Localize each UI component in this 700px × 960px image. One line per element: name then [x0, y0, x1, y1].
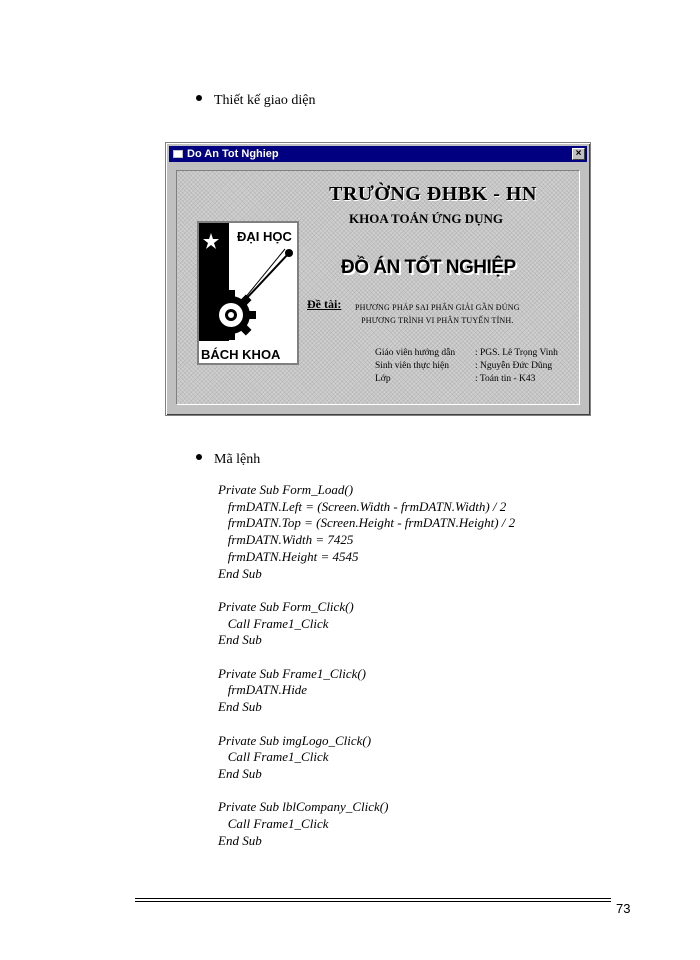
- faculty-name: KHOA TOÁN ỨNG DỤNG: [349, 211, 503, 226]
- window-titlebar: [169, 146, 587, 162]
- splash-frame[interactable]: [176, 170, 580, 405]
- school-name: TRƯỜNG ĐHBK - HN: [329, 183, 537, 205]
- gear-icon: [206, 290, 256, 340]
- section-heading-text: Mã lệnh: [214, 452, 261, 467]
- footer-rule: [135, 901, 611, 902]
- code-listing: Private Sub Form_Load() frmDATN.Left = (Screen.Width - frmDATN.Width) / 2 frmDATN.Top = (Screen.Height - frmDATN.Height) / 2 frmDATN.Width = 7425 frmDATN.Height = 4545 End Sub Private Sub Form_Click() Call Frame1_Click End Sub Private Sub Frame1_Click() frmDATN.Hide End Sub Private Sub imgLogo_Click() Call Frame1_Click End Sub Private Sub lblCompany_Click() Call Frame1_Click End Sub: [218, 482, 516, 848]
- university-logo[interactable]: [197, 221, 299, 365]
- bullet-icon: [196, 454, 202, 460]
- info-value: : PGS. Lê Trọng Vinh: [475, 348, 558, 358]
- project-title: ĐỒ ÁN TỐT NGHIỆP: [341, 257, 516, 278]
- window-title: Do An Tot Nghiep: [187, 148, 279, 160]
- info-row: [375, 373, 558, 386]
- topic-line-1: PHƯƠNG PHÁP SAI PHÂN GIẢI GẦN ĐÚNG: [355, 303, 520, 312]
- bullet-icon: [196, 95, 202, 101]
- footer-rule: [135, 898, 611, 899]
- topic-label: Đề tài:: [307, 297, 342, 311]
- logo-bottom-text: BÁCH KHOA: [201, 347, 281, 362]
- logo-graphic: [199, 223, 297, 363]
- info-key: Sinh viên thực hiện: [375, 361, 450, 371]
- section-heading-code: [196, 452, 260, 468]
- section-heading-text: Thiết kế giao diện: [214, 93, 316, 108]
- app-icon: [173, 150, 183, 158]
- logo-top-text: ĐẠI HỌC: [237, 229, 292, 244]
- info-value: : Toán tin - K43: [475, 374, 536, 384]
- topic-line-2: PHƯƠNG TRÌNH VI PHÂN TUYẾN TÍNH.: [361, 316, 514, 325]
- section-heading-ui-design: [196, 93, 315, 109]
- author-info: [375, 347, 558, 386]
- splash-window: [165, 142, 591, 416]
- info-row: [375, 360, 558, 373]
- info-value: : Nguyễn Đức Dũng: [475, 361, 553, 371]
- info-key: Giáo viên hướng dẫn: [375, 348, 456, 358]
- page-number: 73: [616, 901, 631, 916]
- close-button[interactable]: ×: [572, 148, 585, 160]
- topic-text: [355, 301, 520, 327]
- info-row: [375, 347, 558, 360]
- info-key: Lớp: [375, 374, 391, 384]
